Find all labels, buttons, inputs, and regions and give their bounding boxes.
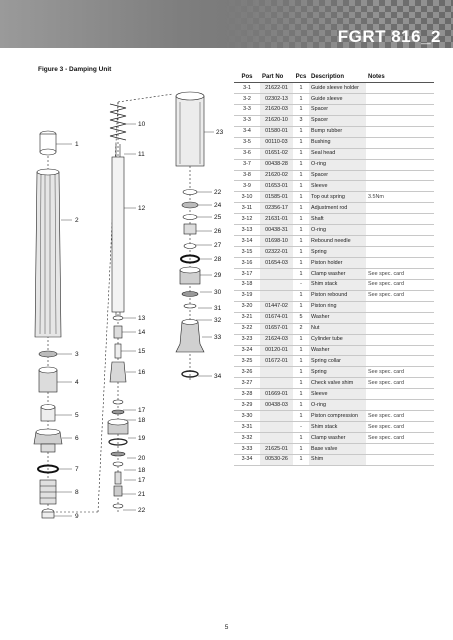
cell-pos: 3-24 [234, 345, 260, 356]
callout-10: 10 [138, 121, 146, 128]
col-pos: Pos [234, 73, 260, 83]
cell-notes [366, 137, 434, 148]
table-row [234, 400, 434, 411]
cell-desc: Seal head [309, 148, 366, 159]
cell-part [260, 290, 293, 301]
cell-pos: 3-17 [234, 268, 260, 279]
cell-pos: 3-32 [234, 433, 260, 444]
cell-pos: 3-7 [234, 159, 260, 170]
table-row [234, 279, 434, 290]
cell-pcs: 1 [293, 290, 309, 301]
cell-desc: Sleeve [309, 389, 366, 400]
table-row [234, 433, 434, 444]
cell-notes [366, 159, 434, 170]
cell-part: 01669-01 [260, 389, 293, 400]
cell-desc: Nut [309, 323, 366, 334]
callout-27: 27 [214, 242, 222, 249]
cell-part: 21620-02 [260, 170, 293, 181]
cell-pcs: 1 [293, 236, 309, 247]
cell-desc: Sleeve [309, 181, 366, 192]
cell-pos: 3-15 [234, 247, 260, 258]
cell-pcs: 1 [293, 400, 309, 411]
cell-notes: 3.5Nm [366, 192, 434, 203]
table-row [234, 115, 434, 126]
cell-notes: See spec. card [366, 378, 434, 389]
cell-pos: 3-28 [234, 389, 260, 400]
table-row [234, 247, 434, 258]
cell-pcs: 1 [293, 203, 309, 214]
callout-26: 26 [214, 228, 222, 235]
callout-1: 1 [75, 141, 79, 148]
callout-9: 9 [75, 513, 79, 520]
cell-pos: 3-1 [234, 83, 260, 94]
table-row [234, 454, 434, 465]
table-row [234, 411, 434, 422]
cell-desc: Shim stack [309, 422, 366, 433]
cell-part: 00438-28 [260, 159, 293, 170]
cell-pcs: 1 [293, 443, 309, 454]
cell-pcs: 1 [293, 247, 309, 258]
cell-notes [366, 334, 434, 345]
table-row [234, 301, 434, 312]
cell-pcs: 1 [293, 214, 309, 225]
callout-19: 19 [138, 435, 146, 442]
cell-part: 01653-01 [260, 181, 293, 192]
cell-notes [366, 443, 434, 454]
cell-pos: 3-26 [234, 367, 260, 378]
table-row [234, 356, 434, 367]
cell-desc: Piston compression [309, 411, 366, 422]
callout-34: 34 [214, 373, 222, 380]
cell-notes [366, 104, 434, 115]
callout-21: 21 [138, 491, 146, 498]
cell-notes [366, 148, 434, 159]
cell-part: 00110-03 [260, 137, 293, 148]
cell-pos: 3-13 [234, 225, 260, 236]
col-part: Part No [260, 73, 293, 83]
callout-13: 13 [138, 315, 146, 322]
callout-18b: 18 [138, 467, 146, 474]
table-row [234, 367, 434, 378]
cell-desc: Clamp washer [309, 433, 366, 444]
cell-desc: Washer [309, 345, 366, 356]
callout-22: 22 [138, 507, 146, 514]
table-row [234, 345, 434, 356]
callout-32: 32 [214, 317, 222, 324]
cell-part: 21622-01 [260, 83, 293, 94]
cell-part: 01447-02 [260, 301, 293, 312]
cell-desc: Shaft [309, 214, 366, 225]
table-row [234, 104, 434, 115]
table-row [234, 192, 434, 203]
cell-part [260, 378, 293, 389]
cell-pos: 3-14 [234, 236, 260, 247]
cell-desc: Spring collar [309, 356, 366, 367]
cell-desc: Check valve shim [309, 378, 366, 389]
callout-28: 28 [214, 256, 222, 263]
cell-pos: 3-25 [234, 356, 260, 367]
table-row [234, 236, 434, 247]
cell-pos: 3-23 [234, 334, 260, 345]
cell-pcs: 5 [293, 312, 309, 323]
cell-pcs: 1 [293, 83, 309, 94]
cell-desc: Adjustment rod [309, 203, 366, 214]
cell-pos: 3-8 [234, 170, 260, 181]
cell-pos: 3-18 [234, 279, 260, 290]
cell-part [260, 268, 293, 279]
cell-pcs: 1 [293, 192, 309, 203]
cell-part [260, 433, 293, 444]
cell-notes: See spec. card [366, 268, 434, 279]
cell-pcs: 1 [293, 301, 309, 312]
table-row [234, 137, 434, 148]
cell-pcs: - [293, 279, 309, 290]
cell-notes [366, 126, 434, 137]
cell-pos: 3-29 [234, 400, 260, 411]
callout-31: 31 [214, 305, 222, 312]
cell-notes: See spec. card [366, 279, 434, 290]
cell-pcs: 1 [293, 104, 309, 115]
parts-table-body [234, 83, 434, 466]
callout-30: 30 [214, 289, 222, 296]
cell-part: 01672-01 [260, 356, 293, 367]
cell-notes [366, 203, 434, 214]
callout-2: 2 [75, 217, 79, 224]
cell-pos: 3-4 [234, 126, 260, 137]
callout-6: 6 [75, 435, 79, 442]
cell-pos: 3-27 [234, 378, 260, 389]
document-title: FGRT 816_2 [337, 27, 441, 46]
col-description: Description [309, 73, 366, 83]
cell-notes [366, 301, 434, 312]
cell-pcs: - [293, 422, 309, 433]
cell-pos: 3-10 [234, 192, 260, 203]
cell-part: 01698-10 [260, 236, 293, 247]
cell-desc: Base valve [309, 443, 366, 454]
cell-desc: Bushing [309, 137, 366, 148]
cell-desc: O-ring [309, 159, 366, 170]
page-number: 5 [224, 624, 229, 631]
cell-pos: 3-16 [234, 258, 260, 269]
table-row [234, 323, 434, 334]
cell-pos: 3-3 [234, 104, 260, 115]
table-row [234, 258, 434, 269]
parts-table [234, 73, 434, 466]
cell-desc: Shim stack [309, 279, 366, 290]
callout-17b: 17 [138, 477, 146, 484]
cell-pos: 3-33 [234, 443, 260, 454]
cell-notes [366, 93, 434, 104]
cell-part [260, 422, 293, 433]
callout-15: 15 [138, 348, 146, 355]
cell-part: 21620-10 [260, 115, 293, 126]
cell-pos: 3-11 [234, 203, 260, 214]
cell-notes [366, 181, 434, 192]
cell-part: 21631-01 [260, 214, 293, 225]
cell-desc: Spring [309, 367, 366, 378]
table-row [234, 93, 434, 104]
figure-title: Figure 3 - Damping Unit [38, 66, 112, 73]
callout-12: 12 [138, 205, 146, 212]
cell-part: 02302-13 [260, 93, 293, 104]
cell-part: 01657-01 [260, 323, 293, 334]
cell-pcs: 1 [293, 454, 309, 465]
callout-23: 23 [216, 129, 224, 136]
cell-desc: Clamp washer [309, 268, 366, 279]
table-row [234, 378, 434, 389]
cell-pcs: 1 [293, 137, 309, 148]
callout-5: 5 [75, 412, 79, 419]
cell-notes [366, 389, 434, 400]
table-row [234, 443, 434, 454]
callout-16: 16 [138, 369, 146, 376]
table-row [234, 290, 434, 301]
cell-notes: See spec. card [366, 367, 434, 378]
cell-pos: 3-2 [234, 93, 260, 104]
exploded-view-diagram [28, 82, 228, 522]
cell-pcs: 1 [293, 93, 309, 104]
callout-7: 7 [75, 466, 79, 473]
cell-desc: Piston ring [309, 301, 366, 312]
cell-pcs: 1 [293, 367, 309, 378]
table-row [234, 181, 434, 192]
cell-desc: Washer [309, 312, 366, 323]
cell-pcs: 1 [293, 170, 309, 181]
cell-pcs: 1 [293, 148, 309, 159]
cell-pcs: 1 [293, 126, 309, 137]
cell-pcs: 2 [293, 323, 309, 334]
cell-part: 01674-01 [260, 312, 293, 323]
cell-notes [366, 345, 434, 356]
cell-part: 00438-31 [260, 225, 293, 236]
cell-pos: 3-30 [234, 411, 260, 422]
cell-desc: Rebound needle [309, 236, 366, 247]
cell-pos: 3-9 [234, 181, 260, 192]
parts-table-header [234, 73, 434, 83]
callout-18: 18 [138, 417, 146, 424]
cell-pcs: 1 [293, 433, 309, 444]
cell-notes: See spec. card [366, 290, 434, 301]
cell-desc: Spring [309, 247, 366, 258]
callout-11: 11 [138, 151, 145, 158]
cell-notes [366, 312, 434, 323]
cell-desc: Guide sleeve [309, 93, 366, 104]
cell-desc: Piston rebound [309, 290, 366, 301]
cell-notes [366, 236, 434, 247]
table-row [234, 83, 434, 94]
cell-pcs: 1 [293, 334, 309, 345]
cell-notes [366, 170, 434, 181]
callout-4: 4 [75, 379, 79, 386]
cell-part: 00438-03 [260, 400, 293, 411]
table-row [234, 268, 434, 279]
cell-pcs: 1 [293, 258, 309, 269]
cell-desc: Cylinder tube [309, 334, 366, 345]
cell-pos: 3-20 [234, 301, 260, 312]
cell-pos: 3-22 [234, 323, 260, 334]
callout-22b: 22 [214, 189, 222, 196]
cell-desc: Spacer [309, 115, 366, 126]
cell-notes [366, 454, 434, 465]
cell-pcs: 1 [293, 356, 309, 367]
callout-8: 8 [75, 489, 79, 496]
cell-part: 01651-02 [260, 148, 293, 159]
cell-desc: Shim [309, 454, 366, 465]
cell-notes [366, 356, 434, 367]
col-pcs: Pcs [293, 73, 309, 83]
table-row [234, 170, 434, 181]
callout-24: 24 [214, 202, 222, 209]
cell-desc: Piston holder [309, 258, 366, 269]
cell-pcs: 1 [293, 378, 309, 389]
page-header [0, 0, 453, 48]
cell-pcs: 1 [293, 159, 309, 170]
cell-notes: See spec. card [366, 433, 434, 444]
cell-part: 01585-01 [260, 192, 293, 203]
cell-part [260, 279, 293, 290]
cell-pos: 3-3 [234, 115, 260, 126]
table-row [234, 159, 434, 170]
cell-pcs: 1 [293, 268, 309, 279]
cell-pos: 3-21 [234, 312, 260, 323]
cell-pos: 3-34 [234, 454, 260, 465]
cell-notes [366, 323, 434, 334]
cell-pcs: 1 [293, 345, 309, 356]
table-row [234, 126, 434, 137]
cell-part: 21625-01 [260, 443, 293, 454]
callout-14: 14 [138, 329, 146, 336]
cell-notes [366, 247, 434, 258]
cell-part [260, 411, 293, 422]
cell-pcs: 1 [293, 225, 309, 236]
cell-notes [366, 400, 434, 411]
cell-part: 21620-03 [260, 104, 293, 115]
cell-notes: See spec. card [366, 422, 434, 433]
cell-part: 00530-26 [260, 454, 293, 465]
table-row [234, 312, 434, 323]
cell-part: 21624-03 [260, 334, 293, 345]
cell-pos: 3-12 [234, 214, 260, 225]
callout-20: 20 [138, 455, 146, 462]
cell-pcs: 1 [293, 411, 309, 422]
cell-notes: See spec. card [366, 411, 434, 422]
table-row [234, 389, 434, 400]
table-row [234, 334, 434, 345]
cell-notes [366, 115, 434, 126]
cell-desc: Guide sleeve holder [309, 83, 366, 94]
table-row [234, 214, 434, 225]
cell-part: 01654-03 [260, 258, 293, 269]
cell-desc: Spacer [309, 170, 366, 181]
cell-pcs: 1 [293, 389, 309, 400]
cell-notes [366, 214, 434, 225]
cell-desc: Top out spring [309, 192, 366, 203]
table-row [234, 148, 434, 159]
table-row [234, 422, 434, 433]
callout-29: 29 [214, 272, 222, 279]
cell-desc: O-ring [309, 400, 366, 411]
cell-part: 01580-01 [260, 126, 293, 137]
callout-17: 17 [138, 407, 146, 414]
cell-desc: O-ring [309, 225, 366, 236]
col-notes: Notes [366, 73, 434, 83]
cell-part [260, 367, 293, 378]
cell-desc: Spacer [309, 104, 366, 115]
cell-pcs: 1 [293, 181, 309, 192]
cell-pcs: 3 [293, 115, 309, 126]
table-row [234, 203, 434, 214]
cell-notes [366, 258, 434, 269]
cell-part: 02322-01 [260, 247, 293, 258]
cell-part: 02356-17 [260, 203, 293, 214]
cell-pos: 3-19 [234, 290, 260, 301]
callout-25: 25 [214, 214, 222, 221]
cell-notes [366, 225, 434, 236]
cell-notes [366, 83, 434, 94]
cell-pos: 3-31 [234, 422, 260, 433]
callout-3: 3 [75, 351, 79, 358]
cell-pos: 3-6 [234, 148, 260, 159]
table-row [234, 225, 434, 236]
callout-33: 33 [214, 334, 222, 341]
cell-pos: 3-5 [234, 137, 260, 148]
cell-part: 00120-01 [260, 345, 293, 356]
cell-desc: Bump rubber [309, 126, 366, 137]
